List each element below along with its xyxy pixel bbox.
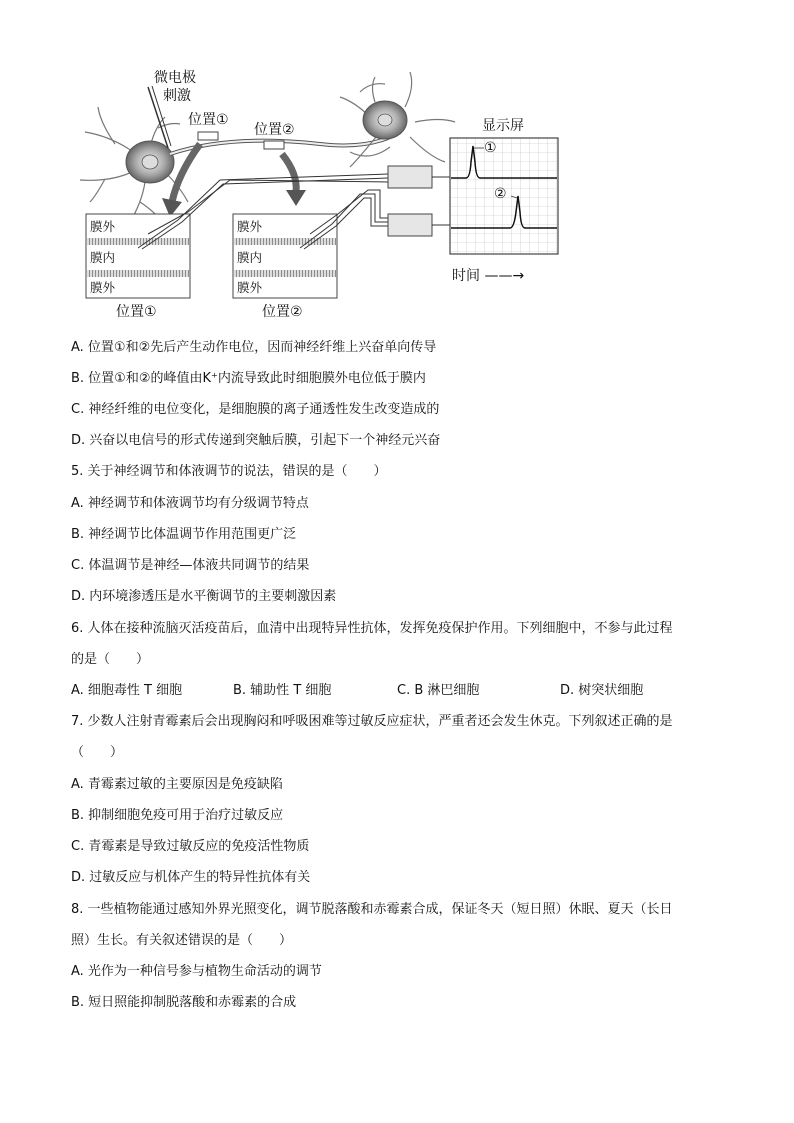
q4-option-a: A. 位置①和②先后产生动作电位，因而神经纤维上兴奋单向传导 <box>71 340 437 355</box>
box2-caption: 位置② <box>262 304 303 320</box>
screen-label: 显示屏 <box>482 118 524 134</box>
q7-option-a: A. 青霉素过敏的主要原因是免疫缺陷 <box>71 777 283 792</box>
figure-drawing <box>70 62 590 324</box>
q6-options-row <box>71 683 731 699</box>
box1-caption: 位置① <box>116 304 157 320</box>
stim-label-line1: 微电极 <box>154 70 196 86</box>
q8-stem-line1: 8. 一些植物能通过感知外界光照变化，调节脱落酸和赤霉素合成，保证冬天（短日照）休眠、夏天（长日 <box>71 902 673 917</box>
q8-option-a: A. 光作为一种信号参与植物生命活动的调节 <box>71 964 322 979</box>
box2-outer-top-label: 膜外 <box>237 219 263 234</box>
time-axis-label: 时间 ——→ <box>452 268 525 284</box>
box2-inner-label: 膜内 <box>237 250 263 265</box>
box1-inner-label: 膜内 <box>90 250 116 265</box>
position1-label: 位置① <box>188 112 229 128</box>
q4-option-c: C. 神经纤维的电位变化，是细胞膜的离子通透性发生改变造成的 <box>71 402 440 417</box>
q5-option-c: C. 体温调节是神经—体液共同调节的结果 <box>71 558 310 573</box>
q6-option-b: B. 辅助性 T 细胞 <box>233 683 332 698</box>
q6-stem-line1: 6. 人体在接种流脑灭活疫苗后，血清中出现特异性抗体，发挥免疫保护作用。下列细胞中，不参与此过程 <box>71 621 673 636</box>
position2-label: 位置② <box>254 122 295 138</box>
q8-option-b: B. 短日照能抑制脱落酸和赤霉素的合成 <box>71 995 297 1010</box>
q7-stem-line2: （ ） <box>71 745 124 760</box>
q5-option-b: B. 神经调节比体温调节作用范围更广泛 <box>71 527 297 542</box>
q6-option-a: A. 细胞毒性 T 细胞 <box>71 683 183 698</box>
q7-stem-line1: 7. 少数人注射青霉素后会出现胸闷和呼吸困难等过敏反应症状，严重者还会发生休克。下列叙述正确的是 <box>71 714 673 729</box>
box1-outer-bottom-label: 膜外 <box>90 280 116 295</box>
peak1-label: ① <box>484 140 497 156</box>
box2-outer-bottom-label: 膜外 <box>237 280 263 295</box>
q8-stem-line2: 照）生长。有关叙述错误的是（ ） <box>71 933 293 948</box>
q6-stem-line2: 的是（ ） <box>71 652 150 667</box>
q7-option-b: B. 抑制细胞免疫可用于治疗过敏反应 <box>71 808 284 823</box>
q7-option-c: C. 青霉素是导致过敏反应的免疫活性物质 <box>71 839 310 854</box>
q5-option-d: D. 内环境渗透压是水平衡调节的主要刺激因素 <box>71 589 337 604</box>
q4-option-d: D. 兴奋以电信号的形式传递到突触后膜，引起下一个神经元兴奋 <box>71 433 441 448</box>
q5-option-a: A. 神经调节和体液调节均有分级调节特点 <box>71 496 309 511</box>
q7-option-d: D. 过敏反应与机体产生的特异性抗体有关 <box>71 870 311 885</box>
q4-option-b: B. 位置①和②的峰值由K⁺内流导致此时细胞膜外电位低于膜内 <box>71 371 426 386</box>
peak2-label: ② <box>494 186 507 202</box>
q6-option-c: C. B 淋巴细胞 <box>397 683 480 698</box>
q6-option-d: D. 树突状细胞 <box>560 683 644 698</box>
nerve-conduction-figure <box>70 62 590 324</box>
stim-label-line2: 刺激 <box>163 88 191 104</box>
q5-stem: 5. 关于神经调节和体液调节的说法，错误的是（ ） <box>71 464 387 479</box>
box1-outer-top-label: 膜外 <box>90 219 116 234</box>
